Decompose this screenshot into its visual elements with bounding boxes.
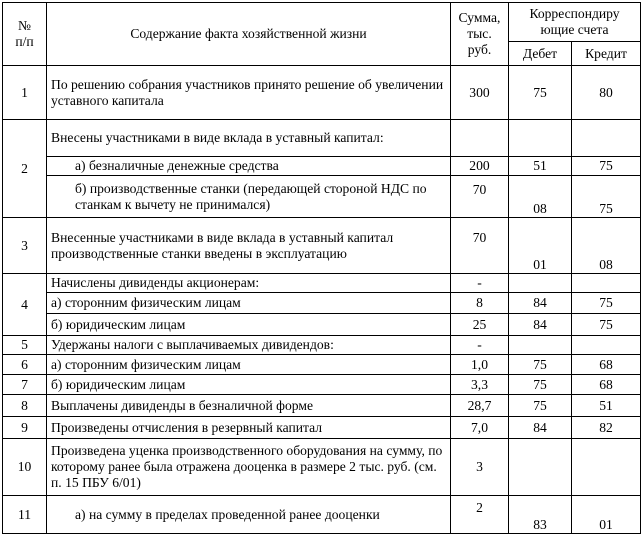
row-sum: 1,0 [451,355,509,375]
row-text: а) сторонним физическим лицам [47,355,451,375]
row-text: б) юридическим лицам [47,314,451,336]
row-credit: 75 [572,176,641,218]
row-sum: - [451,336,509,355]
table-row [3,336,641,355]
row-num: 7 [3,375,47,395]
row-debit [509,439,572,496]
table-row [3,314,641,336]
row-sum: 25 [451,314,509,336]
row-text: б) юридическим лицам [47,375,451,395]
row-num: 4 [3,274,47,336]
row-text: Начислены дивиденды акционерам: [47,274,451,293]
row-text: б) производственные станки (передающей стороной НДС по станкам к вычету не принимался) [47,176,451,218]
row-credit: 68 [572,375,641,395]
table-row [3,417,641,439]
row-num: 11 [3,496,47,534]
table-row [3,120,641,157]
header-sum: Сумма, тыс. руб. [451,3,509,66]
table-row [3,274,641,293]
header-credit: Кредит [572,42,641,66]
row-debit [509,274,572,293]
table-row [3,293,641,314]
row-num: 10 [3,439,47,496]
row-credit: 68 [572,355,641,375]
row-debit: 83 [509,496,572,534]
table-row [3,496,641,534]
table-row [3,355,641,375]
header-debit: Дебет [509,42,572,66]
header-num: № п/п [3,3,47,66]
row-sum: - [451,274,509,293]
row-credit: 75 [572,314,641,336]
table-row [3,66,641,120]
row-credit: 82 [572,417,641,439]
row-num: 9 [3,417,47,439]
row-debit: 51 [509,157,572,176]
row-num: 8 [3,395,47,417]
row-sum: 3 [451,439,509,496]
row-credit: 75 [572,157,641,176]
row-debit: 84 [509,314,572,336]
transactions-table [2,2,641,534]
table-row [3,218,641,274]
row-credit [572,120,641,157]
row-debit: 75 [509,395,572,417]
row-sum: 70 [451,176,509,218]
row-debit: 08 [509,176,572,218]
row-credit: 51 [572,395,641,417]
row-text: Выплачены дивиденды в безналичной форме [47,395,451,417]
row-debit: 84 [509,417,572,439]
header-content: Содержание факта хозяйственной жизни [47,3,451,66]
row-sum: 28,7 [451,395,509,417]
row-num: 2 [3,120,47,218]
table-row [3,176,641,218]
row-debit [509,120,572,157]
row-sum [451,120,509,157]
row-num: 1 [3,66,47,120]
row-sum: 3,3 [451,375,509,395]
row-debit: 75 [509,66,572,120]
row-debit [509,336,572,355]
row-text: а) сторонним физическим лицам [47,293,451,314]
table-row [3,157,641,176]
row-debit: 01 [509,218,572,274]
row-text: Произведены отчисления в резервный капитал [47,417,451,439]
row-num: 3 [3,218,47,274]
row-credit: 01 [572,496,641,534]
row-text: Внесенные участниками в виде вклада в уставный капитал производственные станки введены в эксплуатацию [47,218,451,274]
table-row [3,439,641,496]
row-credit [572,336,641,355]
row-text: Произведена уценка производственного оборудования на сумму, по которому ранее была отражена дооценка в размере 2 тыс. руб. (см. п. 15 ПБУ 6/01) [47,439,451,496]
row-credit [572,274,641,293]
header-row [3,3,641,42]
row-text: а) безналичные денежные средства [47,157,451,176]
row-num: 6 [3,355,47,375]
row-sum: 8 [451,293,509,314]
row-sum: 200 [451,157,509,176]
row-credit [572,439,641,496]
row-num: 5 [3,336,47,355]
table-row [3,395,641,417]
table-row [3,375,641,395]
row-debit: 75 [509,355,572,375]
row-credit: 75 [572,293,641,314]
row-text: По решению собрания участников принято решение об увеличении уставного капитала [47,66,451,120]
header-accounts: Корреспондиру ющие счета [509,3,641,42]
row-text: Удержаны налоги с выплачиваемых дивидендов: [47,336,451,355]
row-text: Внесены участниками в виде вклада в уставный капитал: [47,120,451,157]
row-sum: 7,0 [451,417,509,439]
row-text: а) на сумму в пределах проведенной ранее дооценки [47,496,451,534]
row-credit: 80 [572,66,641,120]
row-sum: 70 [451,218,509,274]
row-debit: 75 [509,375,572,395]
row-sum: 2 [451,496,509,534]
row-credit: 08 [572,218,641,274]
row-debit: 84 [509,293,572,314]
row-sum: 300 [451,66,509,120]
